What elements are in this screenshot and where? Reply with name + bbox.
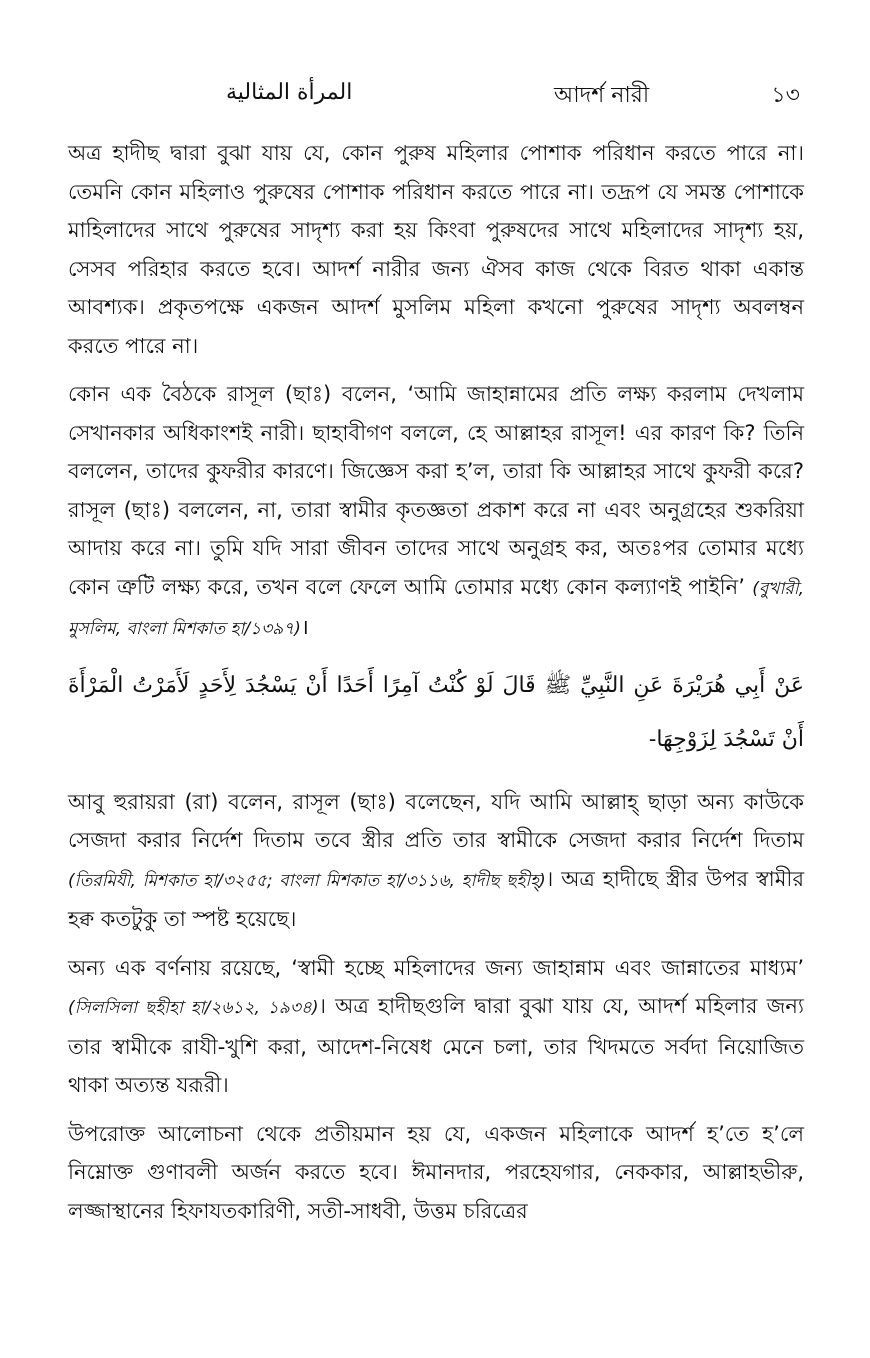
- page-header: [66, 76, 806, 116]
- header-arabic-title: المرأة المثالية: [226, 80, 353, 105]
- paragraph-2: [68, 375, 804, 649]
- arabic-hadith: عَنْ أَبِي هُرَيْرَةَ عَنِ النَّبِيِّ ﷺ قَالَ لَوْ كُنْتُ آمِرًا أَحَدًا أَنْ يَسْجُدَ لِأَحَدٍ لَأَمَرْتُ الْمَرْأَةَ أَنْ تَسْجُدَ لِزَوْجِهَا-: [68, 672, 804, 752]
- header-bengali-title: আদর্শ নারী: [554, 83, 650, 108]
- paragraph-4-text: অন্য এক বর্ণনায় রয়েছে, ‘স্বামী হচ্ছে মহিলাদের জন্য জাহান্নাম এবং জান্নাতের মাধ্যম’: [68, 955, 804, 980]
- paragraph-3-citation: (তিরমিযী, মিশকাত হা/৩২৫৫; বাংলা মিশকাত হা/৩১১৬, হাদীছ ছহীহ্): [68, 870, 546, 891]
- paragraph-3-text: আবু হুরায়রা (রা) বলেন, রাসূল (ছাঃ) বলেছেন, যদি আমি আল্লাহ্ ছাড়া অন্য কাউকে সেজদা করার নির্দেশ দিতাম তবে স্ত্রীর প্রতি তার স্বামীকে সেজদা করার নির্দেশ দিতাম: [68, 789, 804, 852]
- paragraph-2-end: ।: [300, 615, 309, 639]
- paragraph-2-citation: (বুখারী, মুসলিম, বাংলা মিশকাত হা/১৩৯৭): [68, 578, 804, 639]
- paragraph-3-end: । অত্র হাদীছে স্ত্রীর উপর স্বামীর হক্ব কতটুকু তা স্পষ্ট হয়েছে।: [68, 866, 804, 931]
- paragraph-4: [68, 949, 804, 1105]
- paragraph-4-citation: (সিলসিলা ছহীহা হা/২৬১২, ১৯৩৪): [68, 998, 319, 1018]
- paragraph-2-text: কোন এক বৈঠকে রাসূল (ছাঃ) বলেন, ‘আমি জাহান্নামের প্রতি লক্ষ্য করলাম দেখলাম সেখানকার অধিকাংশই নারী। ছাহাবীগণ বললে, হে আল্লাহর রাসূল! এর কারণ কি? তিনি বললেন, তাদের কুফরীর কারণে। জিজ্ঞেস করা হ’ল, তারা কি আল্লাহর সাথে কুফরী করে? রাসূল (ছাঃ) বললেন, না, তারা স্বামীর কৃতজ্ঞতা প্রকাশ করে না এবং অনুগ্রহের শুকরিয়া আদায় করে না। তুমি যদি সারা জীবন তাদের সাথে অনুগ্রহ কর, অতঃপর তোমার মধ্যে কোন ত্রুটি লক্ষ্য করে, তখন বলে ফেলে আমি তোমার মধ্যে কোন কল্যাণই পাইনি’: [68, 382, 804, 599]
- page-content: [68, 134, 804, 1240]
- paragraph-1: অত্র হাদীছ দ্বারা বুঝা যায় যে, কোন পুরুষ মহিলার পোশাক পরিধান করতে পারে না। তেমনি কোন মহিলাও পুরুষের পোশাক পরিধান করতে পারে না। তদ্রূপ যে সমস্ত পোশাকে মাহিলাদের সাথে পুরুষের সাদৃশ্য করা হয় কিংবা পুরুষদের সাথে মহিলাদের সাদৃশ্য হয়, সেসব পরিহার করতে হবে। আদর্শ নারীর জন্য ঐসব কাজ থেকে বিরত থাকা একান্ত আবশ্যক। প্রকৃতপক্ষে একজন আদর্শ মুসলিম মহিলা কখনো পুরুষের সাদৃশ্য অবলম্বন করতে পারে না।: [68, 141, 804, 358]
- paragraph-5: উপরোক্ত আলোচনা থেকে প্রতীয়মান হয় যে, একজন মহিলাকে আদর্শ হ’তে হ’লে নিম্নোক্ত গুণাবলী অর্জন করতে হবে। ঈমানদার, পরহেযগার, নেককার, আল্লাহভীরু, লজ্জাস্থানের হিফাযতকারিণী, সতী-সাধবী, উত্তম চরিত্রের: [68, 1121, 804, 1223]
- page-number: ১৩: [771, 83, 800, 108]
- paragraph-4-end: । অত্র হাদীছগুলি দ্বারা বুঝা যায় যে, আদর্শ মহিলার জন্য তার স্বামীকে রাযী-খুশি করা, আদেশ-নিষেধ মেনে চলা, তার খিদমতে সর্বদা নিয়োজিত থাকা অত্যন্ত যরূরী।: [68, 994, 804, 1097]
- paragraph-3: [68, 783, 804, 939]
